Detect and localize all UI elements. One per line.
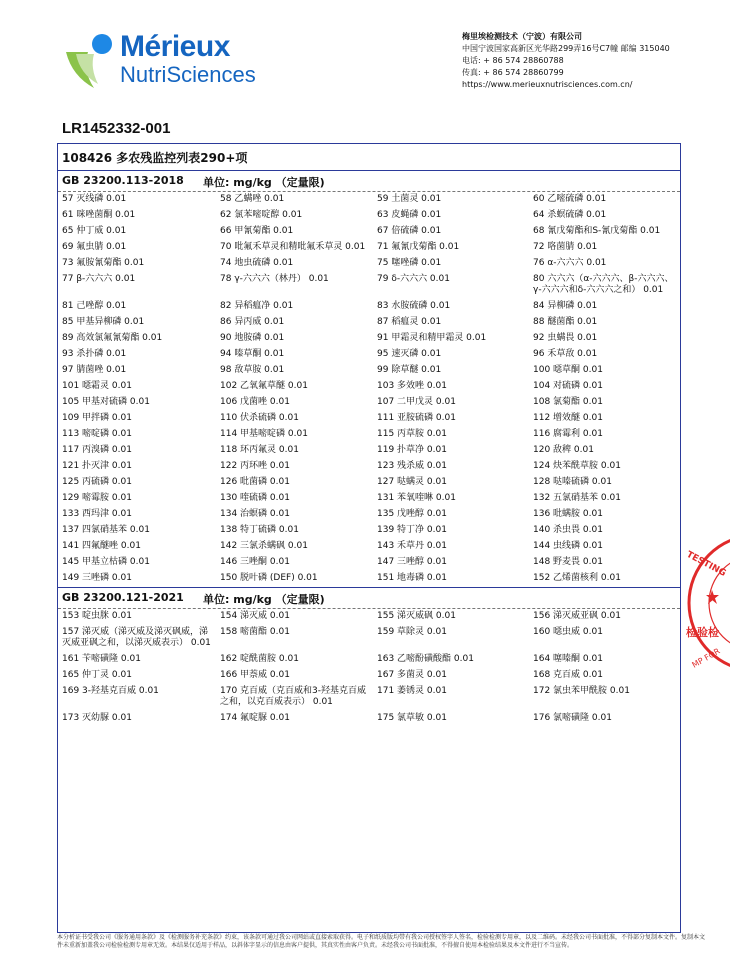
- table-cell: 91 甲霜灵和精甲霜灵 0.01: [377, 333, 487, 343]
- table-cell: 60 乙嘧硫磷 0.01: [533, 194, 607, 204]
- table-cell: 143 禾草丹 0.01: [377, 541, 447, 551]
- table-cell: 174 氟啶脲 0.01: [220, 713, 290, 723]
- table-cell: 61 咪唑菌酮 0.01: [62, 210, 136, 220]
- sections-container: [58, 171, 680, 727]
- table-row: [58, 208, 680, 224]
- table-cell: 59 土菌灵 0.01: [377, 194, 442, 204]
- table-cell: 129 嘧霉胺 0.01: [62, 493, 132, 503]
- table-row: [58, 459, 680, 475]
- table-cell: 89 高效氯氟氰菊酯 0.01: [62, 333, 163, 343]
- table-row: [58, 507, 680, 523]
- table-cell: 160 噁虫威 0.01: [533, 627, 603, 637]
- svg-text:TESTING: TESTING: [684, 549, 728, 579]
- table-row: [58, 256, 680, 272]
- table-cell: 80 六六六（α-六六六、β-六六六、γ-六六六和δ-六六六之和） 0.01: [533, 274, 674, 295]
- table-cell: 168 克百威 0.01: [533, 670, 603, 680]
- table-cell: 151 地毒磷 0.01: [377, 573, 447, 583]
- table-cell: 122 丙环唑 0.01: [220, 461, 290, 471]
- table-row: [58, 668, 680, 684]
- table-cell: 77 β-六六六 0.01: [62, 274, 136, 284]
- table-cell: 144 虫线磷 0.01: [533, 541, 603, 551]
- table-cell: 82 异稻瘟净 0.01: [220, 301, 294, 311]
- table-row: [58, 625, 680, 652]
- table-cell: 149 三唑磷 0.01: [62, 573, 132, 583]
- table-cell: 86 异丙威 0.01: [220, 317, 285, 327]
- table-cell: 148 野麦畏 0.01: [533, 557, 603, 567]
- table-row: [58, 347, 680, 363]
- table-cell: 113 嘧啶磷 0.01: [62, 429, 132, 439]
- table-cell: 154 涕灭威 0.01: [220, 611, 290, 621]
- table-row: [58, 571, 680, 587]
- table-cell: 100 噁草酮 0.01: [533, 365, 603, 375]
- table-cell: 161 苄嘧磺隆 0.01: [62, 654, 141, 664]
- table-cell: 157 涕灭威（涕灭威及涕灭砜威，涕灭威亚砜之和，以涕灭威表示） 0.01: [62, 627, 211, 648]
- table-row: [58, 331, 680, 347]
- logo-text-merieux: Mérieux: [120, 30, 230, 63]
- table-cell: 110 伏杀硫磷 0.01: [220, 413, 299, 423]
- table-cell: 98 敌草胺 0.01: [220, 365, 285, 375]
- table-cell: 124 炔苯酰草胺 0.01: [533, 461, 621, 471]
- table-cell: 97 腈菌唑 0.01: [62, 365, 127, 375]
- table-cell: 58 乙螨唑 0.01: [220, 194, 285, 204]
- table-cell: 69 氟虫腈 0.01: [62, 242, 127, 252]
- table-cell: 76 α-六六六 0.01: [533, 258, 607, 268]
- company-fax: 传真: + 86 574 28860799: [462, 68, 564, 77]
- table-cell: 134 治螟磷 0.01: [220, 509, 290, 519]
- table-cell: 65 仲丁威 0.01: [62, 226, 127, 236]
- table-cell: 115 丙草胺 0.01: [377, 429, 447, 439]
- unit-label: 单位: mg/kg （定量限): [203, 176, 325, 189]
- table-cell: 146 三唑酮 0.01: [220, 557, 290, 567]
- table-cell: 96 禾草敌 0.01: [533, 349, 598, 359]
- table-cell: 132 五氯硝基苯 0.01: [533, 493, 621, 503]
- table-cell: 74 地虫硫磷 0.01: [220, 258, 294, 268]
- table-row: [58, 411, 680, 427]
- table-row: [58, 427, 680, 443]
- table-cell: 93 杀扑磷 0.01: [62, 349, 127, 359]
- table-cell: 103 多效唑 0.01: [377, 381, 447, 391]
- table-cell: 171 萎锈灵 0.01: [377, 686, 447, 696]
- table-row: [58, 240, 680, 256]
- table-cell: 138 特丁硫磷 0.01: [220, 525, 299, 535]
- table-cell: 120 敌稗 0.01: [533, 445, 594, 455]
- table-row: [58, 491, 680, 507]
- table-row: [58, 379, 680, 395]
- table-cell: 137 四氯硝基苯 0.01: [62, 525, 150, 535]
- table-row: [58, 652, 680, 668]
- unit-label: 单位: mg/kg （定量限): [203, 593, 325, 606]
- table-cell: 95 速灭磷 0.01: [377, 349, 442, 359]
- table-cell: 68 氰戊菊酯和S-氰戊菊酯 0.01: [533, 226, 661, 236]
- table-cell: 147 三唑醇 0.01: [377, 557, 447, 567]
- footer-disclaimer: 本分析证书受我公司《服务通用条款》及《检测服务补充条款》约束，该条款可通过我公司网站或直接索取获得。电子和纸质版均带有我公司授权签字人签名，检验检测专用章，以及二维码。未经我公司书面批准，不得部分复制本文件。复制本文件未重新加盖我公司检验检测专用章无效。本结果仅适用于样品，以斜体字显示的信息由客户提供，其真实性由客户负责。未经我公司书面批准，不得擅自使用本检验结果及本文件进行不当宣传。: [57, 934, 706, 949]
- table-row: [58, 475, 680, 491]
- table-cell: 176 氯嘧磺隆 0.01: [533, 713, 612, 723]
- table-cell: 114 甲基嘧啶磷 0.01: [220, 429, 308, 439]
- table-cell: 173 灭幼脲 0.01: [62, 713, 132, 723]
- company-name: 梅里埃检测技术（宁波）有限公司: [462, 32, 582, 41]
- table-cell: 116 腐霉利 0.01: [533, 429, 603, 439]
- table-cell: 105 甲基对硫磷 0.01: [62, 397, 150, 407]
- company-phone: 电话: + 86 574 28860788: [462, 56, 564, 65]
- table-row: [58, 315, 680, 331]
- table-cell: 175 氯草敏 0.01: [377, 713, 447, 723]
- table-title: 108426 多农残监控列表290+项: [58, 144, 680, 171]
- table-cell: 172 氯虫苯甲酰胺 0.01: [533, 686, 630, 696]
- table-cell: 72 咯菌腈 0.01: [533, 242, 598, 252]
- table-cell: 109 甲拌磷 0.01: [62, 413, 132, 423]
- table-cell: 66 甲氰菊酯 0.01: [220, 226, 294, 236]
- table-cell: 128 哒嗪硫磷 0.01: [533, 477, 612, 487]
- table-cell: 164 噻嗪酮 0.01: [533, 654, 603, 664]
- table-row: [58, 711, 680, 727]
- standard-code: GB 23200.113-2018: [62, 174, 184, 187]
- table-cell: 121 扑灭津 0.01: [62, 461, 132, 471]
- table-cell: 152 乙烯菌核利 0.01: [533, 573, 621, 583]
- table-cell: 101 噁霜灵 0.01: [62, 381, 132, 391]
- table-cell: 94 嗪草酮 0.01: [220, 349, 285, 359]
- table-cell: 131 苯氧喹啉 0.01: [377, 493, 456, 503]
- table-cell: 57 灭线磷 0.01: [62, 194, 127, 204]
- svg-text:MP FOR: MP FOR: [690, 646, 722, 670]
- table-cell: 67 倍硫磷 0.01: [377, 226, 442, 236]
- table-cell: 125 丙硫磷 0.01: [62, 477, 132, 487]
- table-row: [58, 443, 680, 459]
- table-cell: 84 异柳磷 0.01: [533, 301, 598, 311]
- table-cell: 135 戊唑醇 0.01: [377, 509, 447, 519]
- table-cell: 64 杀螟硫磷 0.01: [533, 210, 607, 220]
- company-address: 中国宁波国家高新区光华路299弄16号C7幢 邮编 315040: [462, 44, 670, 53]
- table-cell: 159 草除灵 0.01: [377, 627, 447, 637]
- table-row: [58, 539, 680, 555]
- table-cell: 62 氯苯嘧啶醇 0.01: [220, 210, 303, 220]
- table-cell: 133 西玛津 0.01: [62, 509, 132, 519]
- table-cell: 104 对硫磷 0.01: [533, 381, 603, 391]
- table-cell: 106 戊菌唑 0.01: [220, 397, 290, 407]
- svg-text:检验检: 检验检: [686, 626, 719, 639]
- table-row: [58, 363, 680, 379]
- table-row: [58, 555, 680, 571]
- table-cell: 155 涕灭威砜 0.01: [377, 611, 456, 621]
- table-row: [58, 609, 680, 625]
- report-id: LR1452332-001: [62, 120, 171, 137]
- section-header: [58, 171, 680, 192]
- table-row: [58, 299, 680, 315]
- table-cell: 156 涕灭威亚砜 0.01: [533, 611, 621, 621]
- table-cell: 123 残杀威 0.01: [377, 461, 447, 471]
- table-cell: 118 环丙氟灵 0.01: [220, 445, 299, 455]
- table-cell: 136 吡螨胺 0.01: [533, 509, 603, 519]
- table-cell: 107 二甲戊灵 0.01: [377, 397, 456, 407]
- table-cell: 87 稻瘟灵 0.01: [377, 317, 442, 327]
- table-cell: 139 特丁净 0.01: [377, 525, 447, 535]
- table-cell: 130 喹硫磷 0.01: [220, 493, 290, 503]
- logo-text-nutrisciences: NutriSciences: [120, 62, 256, 87]
- table-row: [58, 395, 680, 411]
- table-cell: 153 啶虫脒 0.01: [62, 611, 132, 621]
- table-cell: 119 扑草净 0.01: [377, 445, 447, 455]
- table-cell: 158 嘧菌酯 0.01: [220, 627, 290, 637]
- table-cell: 165 仲丁灵 0.01: [62, 670, 132, 680]
- table-cell: 99 除草醚 0.01: [377, 365, 442, 375]
- table-row: [58, 684, 680, 711]
- table-row: [58, 272, 680, 299]
- company-info: [462, 31, 670, 91]
- table-cell: 126 吡菌磷 0.01: [220, 477, 290, 487]
- table-row: [58, 224, 680, 240]
- table-cell: 73 氟胺氰菊酯 0.01: [62, 258, 145, 268]
- company-logo: [62, 30, 262, 92]
- table-row: [58, 523, 680, 539]
- table-cell: 112 增效醚 0.01: [533, 413, 603, 423]
- table-cell: 78 γ-六六六（林丹） 0.01: [220, 274, 329, 284]
- table-cell: 142 三氯杀螨砜 0.01: [220, 541, 308, 551]
- table-cell: 117 丙溴磷 0.01: [62, 445, 132, 455]
- table-cell: 141 四氟醚唑 0.01: [62, 541, 141, 551]
- table-cell: 75 噻唑磷 0.01: [377, 258, 442, 268]
- official-stamp-icon: [682, 528, 730, 678]
- table-cell: 140 杀虫畏 0.01: [533, 525, 603, 535]
- table-cell: 63 皮蝇磷 0.01: [377, 210, 442, 220]
- section-header: [58, 587, 680, 609]
- table-cell: 92 虫螨畏 0.01: [533, 333, 598, 343]
- table-cell: 81 己唑醇 0.01: [62, 301, 127, 311]
- table-cell: 150 脱叶磷 (DEF) 0.01: [220, 573, 318, 583]
- table-cell: 83 水胺硫磷 0.01: [377, 301, 451, 311]
- table-cell: 163 乙嘧酚磺酸酯 0.01: [377, 654, 474, 664]
- table-cell: 162 啶酰菌胺 0.01: [220, 654, 299, 664]
- table-row: [58, 192, 680, 208]
- results-table: [57, 143, 681, 933]
- table-cell: 145 甲基立枯磷 0.01: [62, 557, 150, 567]
- table-cell: 167 多菌灵 0.01: [377, 670, 447, 680]
- table-cell: 108 氯菊酯 0.01: [533, 397, 603, 407]
- logo-mark-icon: [62, 30, 122, 92]
- table-cell: 102 乙氧氟草醚 0.01: [220, 381, 308, 391]
- table-cell: 70 吡氟禾草灵和精吡氟禾草灵 0.01: [220, 242, 366, 252]
- table-cell: 79 δ-六六六 0.01: [377, 274, 450, 284]
- table-cell: 85 甲基异柳磷 0.01: [62, 317, 145, 327]
- table-cell: 170 克百威（克百威和3-羟基克百威之和，以克百威表示） 0.01: [220, 686, 367, 707]
- table-cell: 111 亚胺硫磷 0.01: [377, 413, 456, 423]
- table-cell: 88 醚菌酯 0.01: [533, 317, 598, 327]
- table-cell: 166 甲萘威 0.01: [220, 670, 290, 680]
- table-cell: 90 地胺磷 0.01: [220, 333, 285, 343]
- table-cell: 169 3-羟基克百威 0.01: [62, 686, 159, 696]
- table-cell: 127 哒螨灵 0.01: [377, 477, 447, 487]
- standard-code: GB 23200.121-2021: [62, 591, 184, 604]
- company-website[interactable]: https://www.merieuxnutrisciences.com.cn/: [462, 80, 633, 89]
- table-cell: 71 氟氰戊菊酯 0.01: [377, 242, 460, 252]
